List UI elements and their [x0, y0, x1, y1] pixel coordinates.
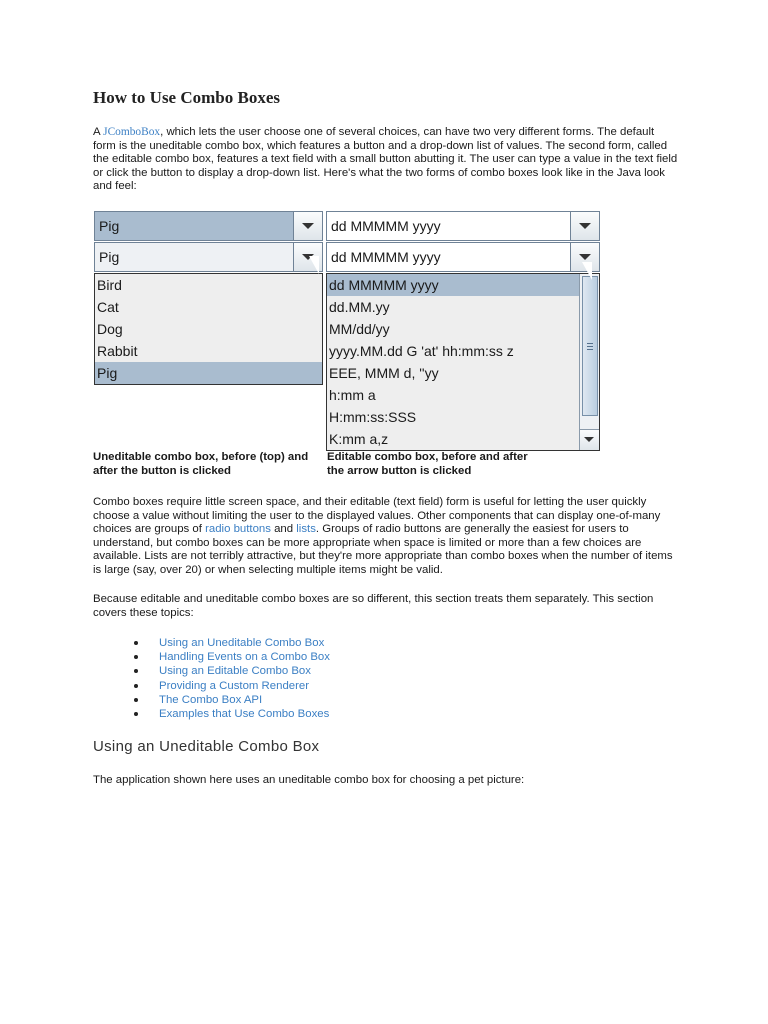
grip-line: [587, 349, 593, 350]
scroll-down-button[interactable]: [580, 429, 599, 450]
list-item: [134, 650, 330, 664]
mouse-cursor-icon: [582, 262, 592, 280]
topic-link[interactable]: Using an Uneditable Combo Box: [159, 637, 325, 649]
list-item: [134, 636, 330, 650]
list-scrollbar[interactable]: [579, 274, 599, 450]
topic-link[interactable]: Examples that Use Combo Boxes: [159, 707, 330, 720]
paragraph-pet-app: The application shown here uses an uneditable combo box for choosing a pet picture:: [93, 774, 525, 786]
bullet-icon: [134, 684, 138, 688]
editable-dropdown-list: [326, 273, 600, 451]
list-item[interactable]: yyyy.MM.dd G 'at' hh:mm:ss z: [329, 343, 514, 359]
list-item[interactable]: H:mm:ss:SSS: [329, 409, 417, 425]
chevron-down-icon: [302, 223, 314, 229]
combo-text-field[interactable]: dd MMMMM yyyy: [331, 249, 441, 265]
bullet-icon: [134, 698, 138, 702]
scrollbar-thumb[interactable]: [582, 276, 598, 416]
list-item: [134, 664, 330, 678]
editable-combo-open[interactable]: [326, 242, 600, 272]
mouse-cursor-icon: [309, 256, 319, 274]
list-item[interactable]: Cat: [97, 299, 119, 315]
topics-list: [134, 636, 330, 721]
list-item-selected[interactable]: Pig: [95, 362, 322, 384]
list-item[interactable]: Bird: [97, 277, 122, 293]
combo-value: Pig: [99, 218, 120, 234]
combo-value: Pig: [99, 249, 120, 265]
list-item[interactable]: Rabbit: [97, 343, 138, 359]
list-item[interactable]: MM/dd/yy: [329, 321, 390, 337]
paragraph-combo-vs-others: Combo boxes require little screen space, and their editable (text field) form is useful for letting the user quickly choose a value without limiting the user to the displayed values. Other components that can display one-of-many choices are groups of radio buttons and lists. Groups of radio buttons are generally the easiest for users to understand, but combo boxes can be more appropriate when space is limited or more than a few choices are available. Lists are not terribly attractive, but they're more appropriate than combo boxes when the number of items is large (say, over 20) or when selecting multiple items might be valid.: [93, 496, 673, 576]
intro-paragraph: A JComboBox, which lets the user choose one of several choices, can have two very different forms. The default form is the uneditable combo box, which features a button and a drop-down list of values. The second form, called the editable combo box, features a text field with a small button abutting it. The user can type a value in the text field or click the button to display a drop-down list. Here's what the two forms of combo boxes look like in the Java look and feel:: [93, 126, 678, 193]
list-item[interactable]: K:mm a,z: [329, 431, 389, 447]
list-item[interactable]: h:mm a: [329, 387, 376, 403]
list-item[interactable]: Dog: [97, 321, 123, 337]
uneditable-dropdown-list: [94, 273, 323, 385]
bullet-icon: [134, 641, 138, 645]
lists-link[interactable]: lists: [296, 523, 316, 536]
combo-arrow-button[interactable]: [293, 212, 322, 240]
combo-arrow-button[interactable]: [570, 212, 599, 240]
grip-line: [587, 346, 593, 347]
list-item: [134, 679, 330, 693]
uneditable-combo-closed[interactable]: [94, 211, 323, 241]
bullet-icon: [134, 712, 138, 716]
topic-link[interactable]: Handling Events on a Combo Box: [159, 651, 330, 664]
topic-link[interactable]: The Combo Box API: [159, 693, 263, 706]
editable-combo-closed[interactable]: [326, 211, 600, 241]
list-item[interactable]: dd.MM.yy: [329, 299, 390, 315]
list-item: [134, 707, 330, 721]
chevron-down-icon: [579, 254, 591, 260]
bullet-icon: [134, 669, 138, 673]
chevron-down-icon: [584, 437, 594, 442]
grip-line: [587, 343, 593, 344]
list-item: [134, 693, 330, 707]
list-item[interactable]: EEE, MMM d, ''yy: [329, 365, 439, 381]
paragraph-topics-intro: Because editable and uneditable combo boxes are so different, this section treats them separately. This section covers these topics:: [93, 593, 654, 619]
page-title: How to Use Combo Boxes: [93, 88, 280, 107]
uneditable-combo-open[interactable]: [94, 242, 323, 272]
topic-link[interactable]: Using an Editable Combo Box: [159, 665, 311, 678]
jcombobox-link[interactable]: JComboBox: [103, 126, 161, 138]
topic-link[interactable]: Providing a Custom Renderer: [159, 679, 310, 692]
combo-text-field[interactable]: dd MMMMM yyyy: [331, 218, 441, 234]
bullet-icon: [134, 655, 138, 659]
radio-buttons-link[interactable]: radio buttons: [205, 523, 271, 536]
caption-uneditable: Uneditable combo box, before (top) and after the button is clicked: [93, 451, 309, 477]
section-heading: Using an Uneditable Combo Box: [93, 738, 320, 755]
list-item-selected[interactable]: dd MMMMM yyyy: [327, 274, 579, 296]
chevron-down-icon: [579, 223, 591, 229]
caption-editable: Editable combo box, before and after the arrow button is clicked: [327, 451, 528, 477]
